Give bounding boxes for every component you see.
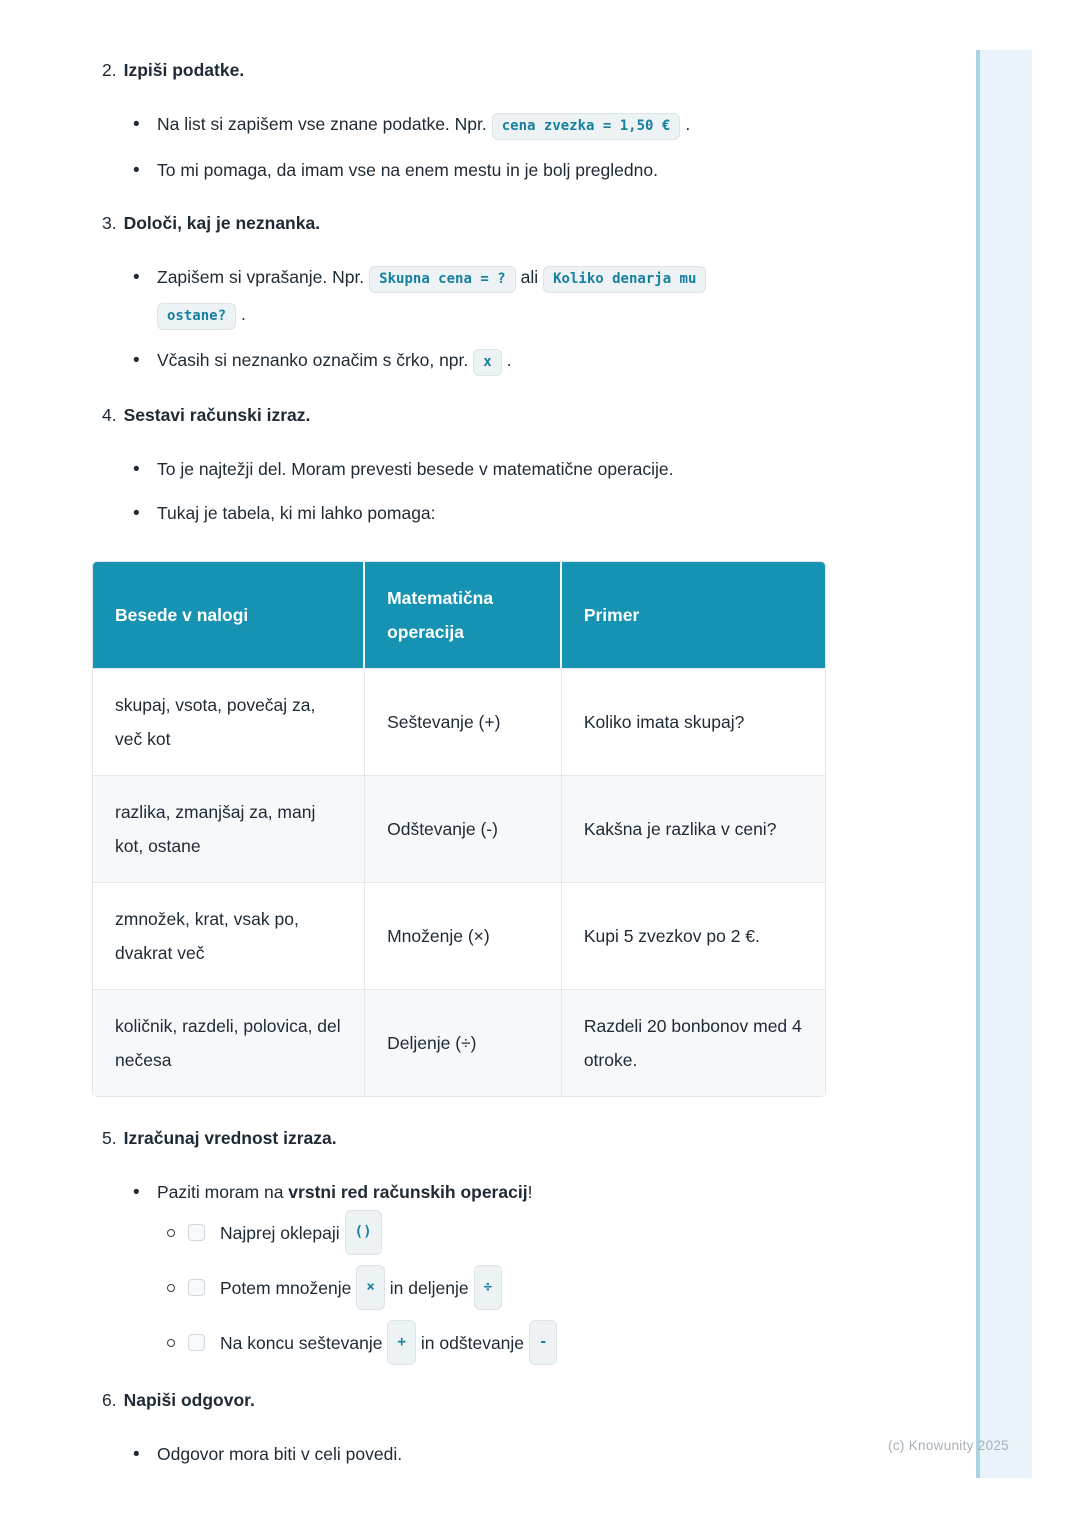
bullet-icon: • [133, 160, 140, 181]
bullet-list [133, 107, 826, 188]
table-cell: Seštevanje (+) [365, 668, 562, 775]
section-title: Sestavi računski izraz. [123, 405, 311, 425]
table-cell: Razdeli 20 bonbonov med 4 otroke. [562, 989, 825, 1096]
list-item-text: To mi pomaga, da imam vse na enem mestu in je bolj pregledno. [157, 160, 658, 180]
copyright-notice: (c) Knowunity 2025 [888, 1438, 1009, 1453]
list-item [133, 260, 826, 334]
table-cell: zmnožek, krat, vsak po, dvakrat več [93, 882, 365, 989]
list-item [133, 496, 826, 531]
list-item [133, 343, 826, 380]
bullet-icon: • [133, 503, 140, 524]
table-row [93, 775, 825, 882]
bullet-icon: • [133, 350, 140, 371]
list-item-text: . [685, 114, 691, 134]
bullet-list [133, 260, 826, 380]
list-item [133, 1437, 826, 1472]
section-title: Izračunaj vrednost izraza. [123, 1128, 337, 1148]
section-number: 6. [102, 1390, 117, 1410]
list-item-text: Zapišem si vprašanje. Npr. [157, 267, 365, 287]
list-item-text: ali [520, 267, 539, 287]
list-item-text: Paziti moram na [157, 1182, 289, 1202]
inline-code: x [473, 349, 501, 376]
checklist-label: in deljenje [389, 1277, 469, 1298]
table-cell: Odštevanje (-) [365, 775, 562, 882]
checklist [167, 1210, 826, 1365]
bullet-icon: • [133, 1444, 140, 1465]
section-heading-4 [102, 398, 826, 432]
table-cell: Kakšna je razlika v ceni? [562, 775, 825, 882]
table-cell: Množenje (×) [365, 882, 562, 989]
table-cell: Deljenje (÷) [365, 989, 562, 1096]
checkbox[interactable] [188, 1224, 205, 1241]
table-header-cell: Besede v nalogi [93, 562, 365, 668]
list-item [133, 1175, 826, 1365]
circle-bullet-icon [167, 1339, 175, 1347]
circle-bullet-icon [167, 1284, 175, 1292]
bullet-icon: • [133, 267, 140, 288]
bullet-list [133, 452, 826, 531]
list-item [133, 452, 826, 487]
table-row [93, 882, 825, 989]
emphasis-text: vrstni red računskih operacij [288, 1182, 528, 1202]
inline-code: Koliko denarja mu [543, 266, 706, 293]
table-header-cell: Primer [562, 562, 825, 668]
bullet-icon: • [133, 114, 140, 135]
inline-code: Skupna cena = ? [369, 266, 515, 293]
section-title: Napiši odgovor. [123, 1390, 255, 1410]
checklist-label: Na koncu seštevanje [220, 1332, 383, 1353]
list-item-text: Odgovor mora biti v celi povedi. [157, 1444, 403, 1464]
table-row [93, 989, 825, 1096]
table-cell: Kupi 5 zvezkov po 2 €. [562, 882, 825, 989]
inline-code: () [345, 1210, 382, 1255]
bullet-icon: • [133, 459, 140, 480]
list-item [133, 107, 826, 144]
inline-code: ÷ [474, 1265, 502, 1310]
list-item [133, 153, 826, 188]
bullet-list [133, 1437, 826, 1472]
table-cell: Koliko imata skupaj? [562, 668, 825, 775]
section-number: 2. [102, 60, 117, 80]
table-header-row [93, 562, 825, 668]
checklist-label: in odštevanje [420, 1332, 525, 1353]
operations-table [92, 561, 826, 1097]
table-cell: količnik, razdeli, polovica, del nečesa [93, 989, 365, 1096]
section-heading-5 [102, 1121, 826, 1155]
checkbox[interactable] [188, 1334, 205, 1351]
list-item-text: Na list si zapišem vse znane podatke. Npr. [157, 114, 487, 134]
checklist-item [167, 1320, 826, 1365]
checkbox[interactable] [188, 1279, 205, 1296]
section-number: 4. [102, 405, 117, 425]
bullet-list [133, 1175, 826, 1365]
table-header-cell: Matematična operacija [365, 562, 562, 668]
checklist-item [167, 1265, 826, 1310]
inline-code: - [529, 1320, 557, 1365]
section-title: Izpiši podatke. [123, 60, 245, 80]
bullet-icon: • [133, 1182, 140, 1203]
section-heading-2 [102, 53, 826, 87]
section-number: 5. [102, 1128, 117, 1148]
checklist-item [167, 1210, 826, 1255]
section-number: 3. [102, 213, 117, 233]
list-item-text: ! [527, 1182, 533, 1202]
circle-bullet-icon [167, 1229, 175, 1237]
inline-code: × [356, 1265, 384, 1310]
table-cell: skupaj, vsota, povečaj za, več kot [93, 668, 365, 775]
section-heading-6 [102, 1383, 826, 1417]
list-item-text: Tukaj je tabela, ki mi lahko pomaga: [157, 503, 436, 523]
list-item-text: . [506, 350, 512, 370]
inline-code: ostane? [157, 303, 236, 330]
list-item-text: To je najtežji del. Moram prevesti besede v matematične operacije. [157, 459, 674, 479]
list-item-text: Včasih si neznanko označim s črko, npr. [157, 350, 469, 370]
section-heading-3 [102, 206, 826, 240]
table-cell: razlika, zmanjšaj za, manj kot, ostane [93, 775, 365, 882]
inline-code: cena zvezka = 1,50 € [492, 113, 681, 140]
section-title: Določi, kaj je neznanka. [123, 213, 321, 233]
table-row [93, 668, 825, 775]
inline-code: + [387, 1320, 415, 1365]
checklist-label: Potem množenje [220, 1277, 352, 1298]
list-item-text: . [241, 304, 246, 324]
checklist-label: Najprej oklepaji [220, 1222, 340, 1243]
